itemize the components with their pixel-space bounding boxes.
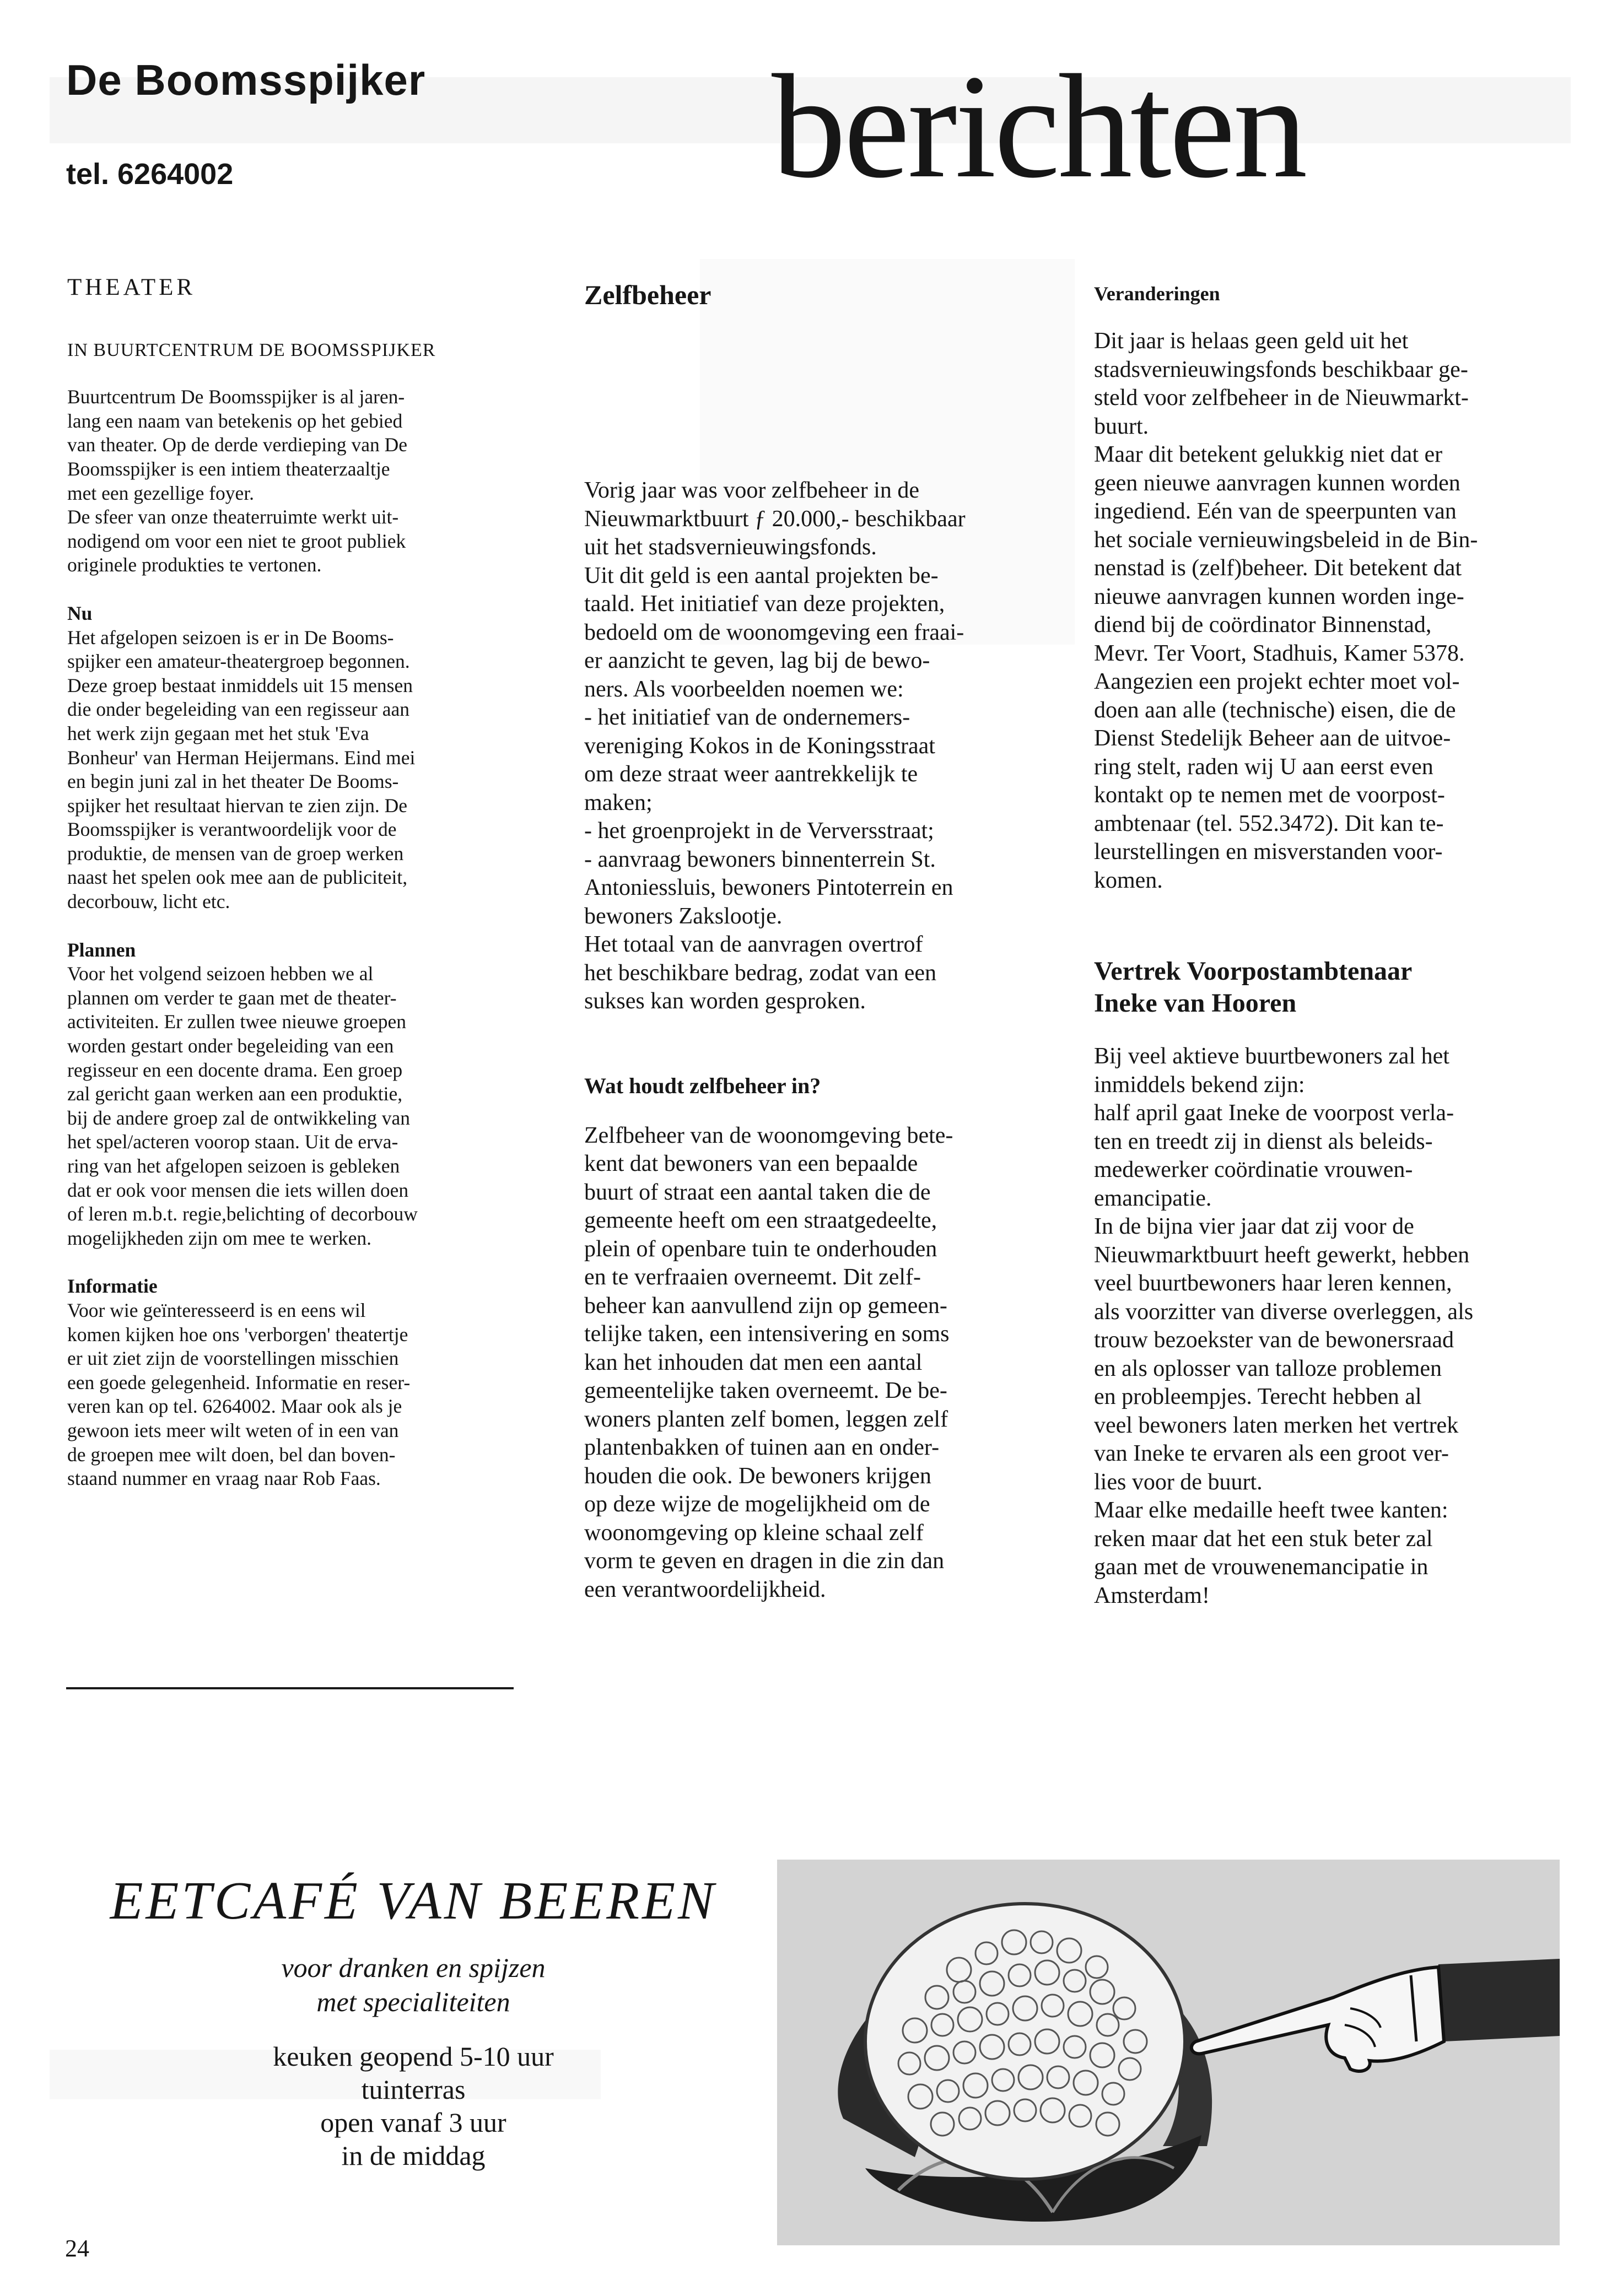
section-text-nu: Het afgelopen seizoen is er in De Booms- spijker een amateur-theatergroep begonnen. Deze groep bestaat inmiddels uit 15 mensen die onder begeleiding van een regisseur aan het werk zijn gegaan met het stuk 'Eva Bonheur' van Herman Heijermans. Eind mei en begin juni zal in het theater De Booms- spijker het resultaat hiervan te zien zijn. De Boomsspijker is verantwoordelijk voor de produktie, de mensen van de groep werken naast het spelen ook mee aan de publiciteit, decorbouw, licht etc. bbox=[67, 626, 416, 913]
ad-business-name: EETCAFÉ VAN BEEREN bbox=[110, 1871, 717, 1931]
article-intro: Buurtcentrum De Boomsspijker is al jaren- lang een naam van betekenis op het gebied van theater. Op de derde verdieping van De Boomsspijker is een intiem theaterzaaltje met een gezellige foyer. De sfeer van onze theaterruimte werkt uit- nodigend om voor een niet te groot publiek originele produkties te vertonen. bbox=[67, 386, 408, 576]
section-heading-nu: Nu bbox=[67, 602, 93, 624]
article-heading-zelfbeheer: Zelfbeheer bbox=[584, 279, 712, 310]
ad-tagline-1: voor dranken en spijzen bbox=[281, 1952, 546, 1983]
article-text-zelfbeheer: Vorig jaar was voor zelfbeheer in de Nieuwmarktbuurt ƒ 20.000,- beschikbaar uit het stadsvernieuwingsfonds. Uit dit geld is een aantal projekten be- taald. Het initiatief van deze projekten, bedoeld om de woonomgeving een fraai- er aanzicht te geven, lag bij de bewo- ners. Als voorbeelden noemen we: - het initiatief van de ondernemers- vereniging Kokos in de Koningsstraat om deze straat weer aantrekkelijk te maken; - het groenprojekt in de Verversstraat; - aanvraag bewoners binnenterrein St. Antoniessluis, bewoners Pintoterrein en bewoners Zakslootje. Het totaal van de aanvragen overtrof het beschikbare bedrag, zodat van een sukses kan worden gesproken. bbox=[584, 478, 966, 1014]
ad-terrace-time: in de middag bbox=[341, 2140, 486, 2171]
section-text-plannen: Voor het volgend seizoen hebben we al plannen om verder te gaan met de theater- activiteiten. Er zullen twee nieuwe groepen worden gestart onder begeleiding van een regisseur en een docente drama. Een groep zal gericht gaan werken aan een produktie, bij de andere groep zal de ontwikkeling van het spel/acteren voorop staan. Uit de erva- ring van het afgelopen seizoen is gebleken dat er ook voor mensen die iets willen doen of leren m.b.t. regie,belichting of decorbouw mogelijkheden zijn om mee te werken. bbox=[67, 963, 418, 1249]
article-heading-vertrek: Vertrek Voorpostambtenaar Ineke van Hooren bbox=[1094, 957, 1413, 1018]
section-text-informatie: Voor wie geïnteresseerd is en eens wil komen kijken hoe ons 'verborgen' theatertje er uit ziet zijn de voorstellingen misschien een goede gelegenheid. Informatie en reser- veren kan op tel. 6264002. Maar ook als je gewoon iets meer wilt weten of in een van de groepen mee wilt doen, bel dan boven- staand nummer en vraag naar Rob Faas. bbox=[67, 1299, 411, 1490]
column-zelfbeheer bbox=[584, 278, 1047, 1660]
article-heading-veranderingen: Veranderingen bbox=[1094, 283, 1220, 305]
organization-name: De Boomsspijker bbox=[66, 56, 426, 104]
cauliflower-hand-illustration bbox=[777, 1860, 1560, 2245]
organization-telephone: tel. 6264002 bbox=[66, 158, 234, 191]
page-number: 24 bbox=[65, 2235, 89, 2262]
advertisement-eetcafe bbox=[66, 1871, 761, 2172]
ad-hours: keuken geopend 5-10 uur bbox=[273, 2041, 554, 2072]
article-text-zelfbeheer-meaning: Zelfbeheer van de woonomgeving bete- kent dat bewoners van een bepaalde buurt of straat een aantal taken die de gemeente heeft om een straatgedeelte, plein of openbare tuin te onderhouden en te verfraaien overneemt. Dit zelf- beheer kan aanvullend zijn op gemeen- telijke taken, een intensivering en soms kan het inhouden dat men een aantal gemeentelijke taken overneemt. De be- woners planten zelf bomen, leggen zelf plantenbakken of tuinen aan en onder- houden die ook. De bewoners krijgen op deze wijze de mogelijkheid om de woonomgeving op kleine schaal zelf vorm te geven en dragen in die zin dan een verantwoordelijkheid. bbox=[584, 1122, 953, 1602]
masthead-title: berichten bbox=[772, 44, 1306, 209]
ad-terrace-hours: open vanaf 3 uur bbox=[320, 2107, 506, 2138]
ad-terrace: tuinterras bbox=[361, 2074, 466, 2105]
section-label: THEATER bbox=[67, 274, 196, 300]
article-text-veranderingen: Dit jaar is helaas geen geld uit het stadsvernieuwingsfonds beschikbaar ge- steld voor zelfbeheer in de Nieuwmarkt- buurt. Maar dit betekent gelukkig niet dat er geen nieuwe aanvragen kunnen worden ingediend. Eén van de speerpunten van het sociale vernieuwingsbeleid in de Bin- nenstad is (zelf)beheer. Dit betekent dat nieuwe aanvragen kunnen worden inge- diend bij de coördinator Binnenstad, Mevr. Ter Voort, Stadhuis, Kamer 5378. Aangezien een projekt echter moet vol- doen aan alle (technische) eisen, die de Dienst Stedelijk Beheer aan de uitvoe- ring stelt, raden wij U aan eerst even kontakt op te nemen met de voorpost- ambtenaar (tel. 552.3472). Dit kan te- leurstellingen en misverstanden voor- komen. bbox=[1094, 328, 1478, 893]
article-subtitle: IN BUURTCENTRUM DE BOOMSSPIJKER bbox=[67, 339, 436, 360]
article-text-vertrek: Bij veel aktieve buurtbewoners zal het inmiddels bekend zijn: half april gaat Ineke de voorpost verla- ten en treedt zij in dienst als beleids- medewerker coördinatie vrouwen- emancipatie. In de bijna vier jaar dat zij voor de Nieuwmarktbuurt heeft gewerkt, hebben veel buurtbewoners haar leren kennen, als voorzitter van diverse overleggen, als trouw bezoekster van de bewonersraad en als oplosser van talloze problemen en probleempjes. Terecht hebben al veel bewoners laten merken het vertrek van Ineke te ervaren als een groot ver- lies voor de buurt. Maar elke medaille heeft twee kanten: reken maar dat het een stuk beter zal gaan met de vrouwenemancipatie in Amsterdam! bbox=[1094, 1044, 1474, 1608]
column-theater bbox=[67, 275, 514, 1515]
column-divider-rule bbox=[66, 1687, 514, 1689]
section-heading-informatie: Informatie bbox=[67, 1275, 158, 1298]
article-subheading: Wat houdt zelfbeheer in? bbox=[584, 1073, 821, 1098]
column-veranderingen bbox=[1094, 281, 1568, 1671]
ad-tagline-2: met specialiteiten bbox=[316, 1986, 510, 2017]
section-heading-plannen: Plannen bbox=[67, 938, 136, 961]
